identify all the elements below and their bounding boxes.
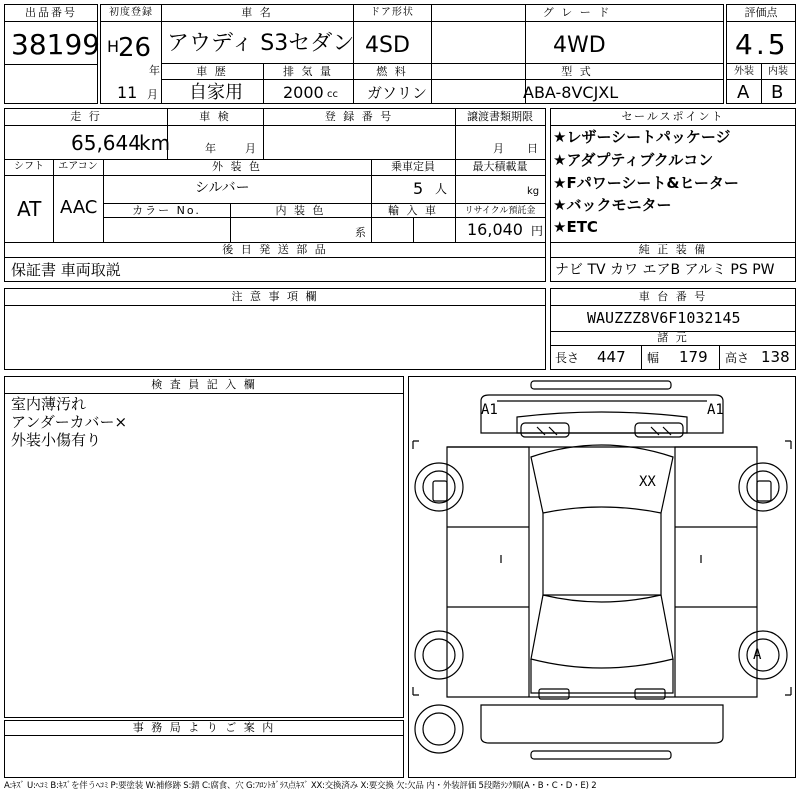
score: 4.5	[735, 28, 789, 61]
first-reg-year: 26	[118, 33, 152, 63]
aircon: AAC	[60, 197, 98, 218]
year-unit: 年	[149, 64, 160, 77]
era: H	[107, 37, 120, 56]
displacement-label: 排 気 量	[283, 65, 333, 78]
shift: AT	[17, 197, 42, 221]
recycle-unit: 円	[531, 224, 544, 238]
month-unit: 月	[147, 88, 158, 101]
office-box	[4, 720, 404, 778]
inspector-label: 検 査 員 記 入 欄	[151, 378, 257, 391]
interior-grade: B	[771, 82, 784, 103]
fuel-label: 燃 料	[376, 65, 408, 78]
inspector-note-1: 室内薄汚れ	[11, 395, 87, 413]
mark-right-rear-wheel: A	[753, 647, 762, 663]
car-name-label: 車 名	[241, 6, 273, 19]
door-label: ドア形状	[370, 7, 414, 18]
mileage-unit: km	[139, 131, 171, 155]
sales-point-1: ★レザーシートパッケージ	[553, 128, 731, 146]
height: 138	[761, 348, 790, 366]
capacity-label: 乗車定員	[391, 160, 435, 173]
displacement: 2000	[283, 83, 324, 102]
grade-label: グ レ ー ド	[542, 6, 612, 19]
exterior-grade: A	[737, 82, 750, 103]
car-diagram-svg	[409, 377, 795, 777]
height-label: 高さ	[725, 351, 750, 365]
recycle-fee: 16,040	[467, 220, 523, 239]
sales-point-4: ★バックモニター	[553, 196, 672, 214]
vehicle-summary-table	[100, 4, 724, 104]
capacity: 5	[413, 179, 424, 198]
history: 自家用	[189, 82, 243, 103]
vehicle-detail-table	[4, 108, 546, 282]
inspector-note-3: 外装小傷有り	[11, 431, 102, 449]
score-box	[726, 4, 796, 104]
registration-number-label: 登 録 番 号	[324, 110, 394, 123]
office-label: 事 務 局 よ り ご 案 内	[132, 721, 276, 734]
door-type: 4SD	[365, 33, 410, 58]
inspection-label: 車 検	[199, 110, 231, 123]
model-label: 型 式	[561, 65, 593, 78]
color-number-label: カラー No.	[132, 204, 201, 217]
mark-roof: XX	[639, 474, 656, 490]
max-load-label: 最大積載量	[472, 160, 528, 173]
shift-label: シフト	[14, 161, 44, 172]
equipment-label: 純 正 装 備	[638, 243, 708, 256]
car-name: アウディ S3セダン	[167, 31, 355, 56]
exterior-label: 外装	[734, 66, 754, 77]
transfer-deadline-label: 譲渡書類期限	[467, 110, 533, 123]
score-label: 評価点	[744, 6, 778, 19]
first-registration-label: 初度登録	[109, 7, 153, 18]
dimensions-label: 諸 元	[657, 331, 689, 344]
transfer-month-unit: 月	[493, 142, 504, 155]
length: 447	[597, 348, 626, 366]
inspector-box	[4, 376, 404, 718]
inspector-note-2: アンダーカバー×	[11, 413, 128, 431]
lot-number-box	[4, 4, 101, 104]
mileage-label: 走 行	[70, 110, 102, 123]
sales-point-3: ★Fパワーシート&ヒーター	[553, 174, 739, 192]
sales-points-label: セールスポイント	[621, 110, 725, 123]
sales-points-box	[550, 108, 796, 282]
chassis-number-label: 車 台 番 号	[638, 290, 708, 303]
chassis-box	[550, 288, 796, 370]
notes-label: 注 意 事 項 欄	[231, 290, 319, 303]
notes-box	[4, 288, 546, 370]
interior-color-unit: 系	[355, 226, 366, 239]
history-label: 車 歴	[196, 65, 228, 78]
transfer-day-unit: 日	[527, 142, 538, 155]
equipment: ナビ TV カワ エアB アルミ PS PW	[555, 262, 775, 278]
fuel: ガソリン	[367, 84, 428, 102]
exterior-color: シルバー	[195, 180, 250, 196]
length-label: 長さ	[555, 351, 580, 365]
mark-right-front: A1	[707, 402, 724, 418]
max-load-unit: kg	[527, 186, 540, 197]
displacement-unit: cc	[327, 89, 338, 100]
interior-label: 内装	[768, 66, 788, 77]
sales-point-5: ★ETC	[553, 218, 598, 236]
damage-diagram	[408, 376, 796, 778]
inspection-month-unit: 月	[245, 142, 256, 155]
exterior-color-label: 外 装 色	[212, 160, 262, 173]
mark-left-front: A1	[481, 402, 498, 418]
capacity-unit: 人	[435, 182, 448, 196]
interior-color-label: 内 装 色	[275, 204, 326, 217]
lot-number-label: 出品番号	[25, 6, 77, 19]
delivery-parts: 保証書 車両取説	[11, 261, 121, 279]
delivery-parts-label: 後 日 発 送 部 品	[222, 243, 328, 256]
mileage: 65,644	[71, 131, 141, 155]
first-reg-month: 11	[117, 83, 138, 102]
import-label: 輸 入 車	[388, 204, 438, 217]
sales-point-2: ★アダプティブクルコン	[553, 151, 714, 169]
width: 179	[679, 348, 708, 366]
lot-number: 38199	[11, 28, 101, 61]
legend: A:ｷｽﾞ U:ﾍｺﾐ B:ｷｽﾞを伴うﾍｺﾐ P:要塗装 W:補修跡 S:錆 C:腐食、穴 G:ﾌﾛﾝﾄｶﾞﾗｽ点ｷｽﾞ XX:交換済み X:要交換 欠:欠品 内・外装評価 5段階ﾗﾝｸ順(A・B・C・D・E) 2	[4, 781, 597, 791]
aircon-label: エアコン	[58, 161, 98, 172]
chassis-number: WAUZZZ8V6F1032145	[587, 309, 741, 327]
inspection-year-unit: 年	[205, 142, 216, 155]
width-label: 幅	[647, 351, 660, 365]
recycle-label: リサイクル預託金	[464, 206, 536, 216]
model-code: ABA-8VCJXL	[523, 83, 619, 102]
grade: 4WD	[553, 33, 606, 58]
